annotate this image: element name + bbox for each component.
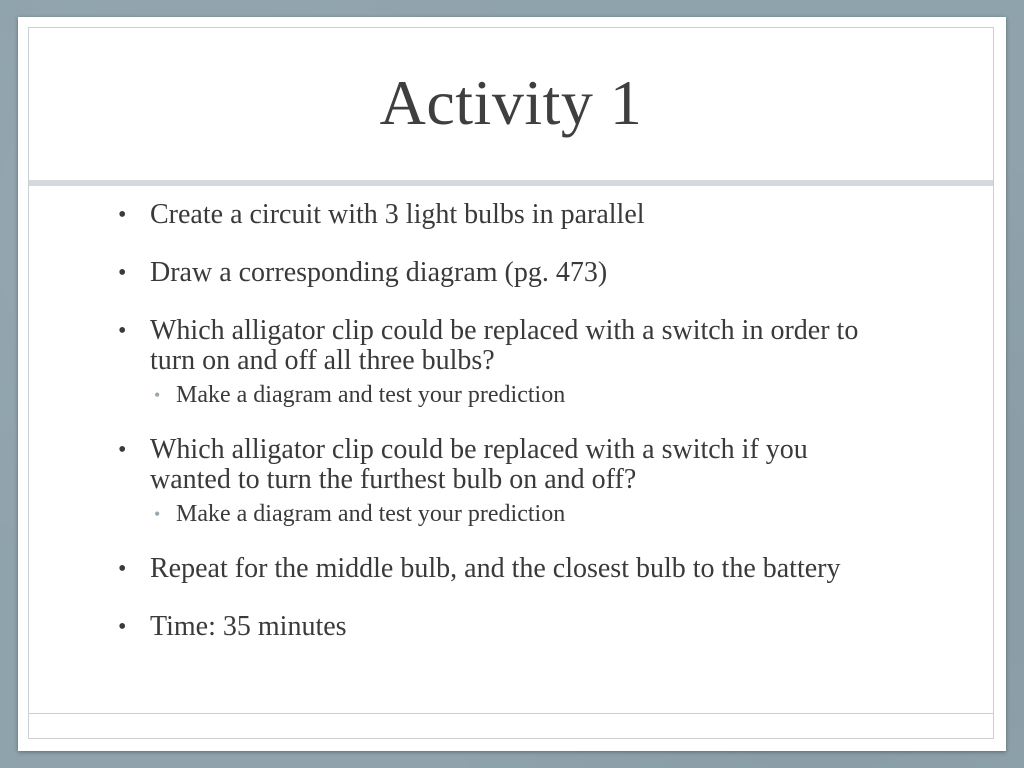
sub-bullet-icon: • (154, 504, 161, 524)
bullet-list (108, 200, 888, 642)
slide-content (108, 200, 888, 670)
bullet-text: Which alligator clip could be replaced with a switch in order to turn on and off all three bulbs? (150, 315, 859, 376)
slide (18, 17, 1006, 751)
bullet-icon: • (118, 260, 127, 286)
title-divider (29, 180, 993, 186)
sub-bullet-text: Make a diagram and test your prediction (176, 501, 566, 527)
bullet-item (108, 612, 888, 642)
sub-bullet-item (150, 501, 888, 527)
sub-bullet-icon: • (154, 385, 161, 405)
bullet-item (108, 316, 888, 408)
bullet-icon: • (118, 614, 127, 640)
sub-bullet-text: Make a diagram and test your prediction (176, 382, 566, 408)
bullet-text: Draw a corresponding diagram (pg. 473) (150, 257, 608, 288)
bullet-item (108, 200, 888, 230)
sub-bullet-item (150, 382, 888, 408)
bullet-item (108, 435, 888, 527)
bullet-item (108, 554, 888, 584)
sub-bullet-list (150, 501, 888, 527)
bullet-text: Which alligator clip could be replaced with a switch if you wanted to turn the furthest bulb on and off? (150, 434, 808, 495)
footer-divider (29, 713, 993, 714)
bullet-text: Time: 35 minutes (150, 611, 347, 642)
bullet-icon: • (118, 556, 127, 582)
slide-title: Activity 1 (379, 67, 643, 138)
title-area (29, 28, 993, 178)
sub-bullet-list (150, 382, 888, 408)
bullet-icon: • (118, 437, 127, 463)
bullet-icon: • (118, 318, 127, 344)
bullet-text: Repeat for the middle bulb, and the closest bulb to the battery (150, 553, 841, 584)
bullet-item (108, 258, 888, 288)
bullet-icon: • (118, 202, 127, 228)
bullet-text: Create a circuit with 3 light bulbs in parallel (150, 199, 645, 230)
